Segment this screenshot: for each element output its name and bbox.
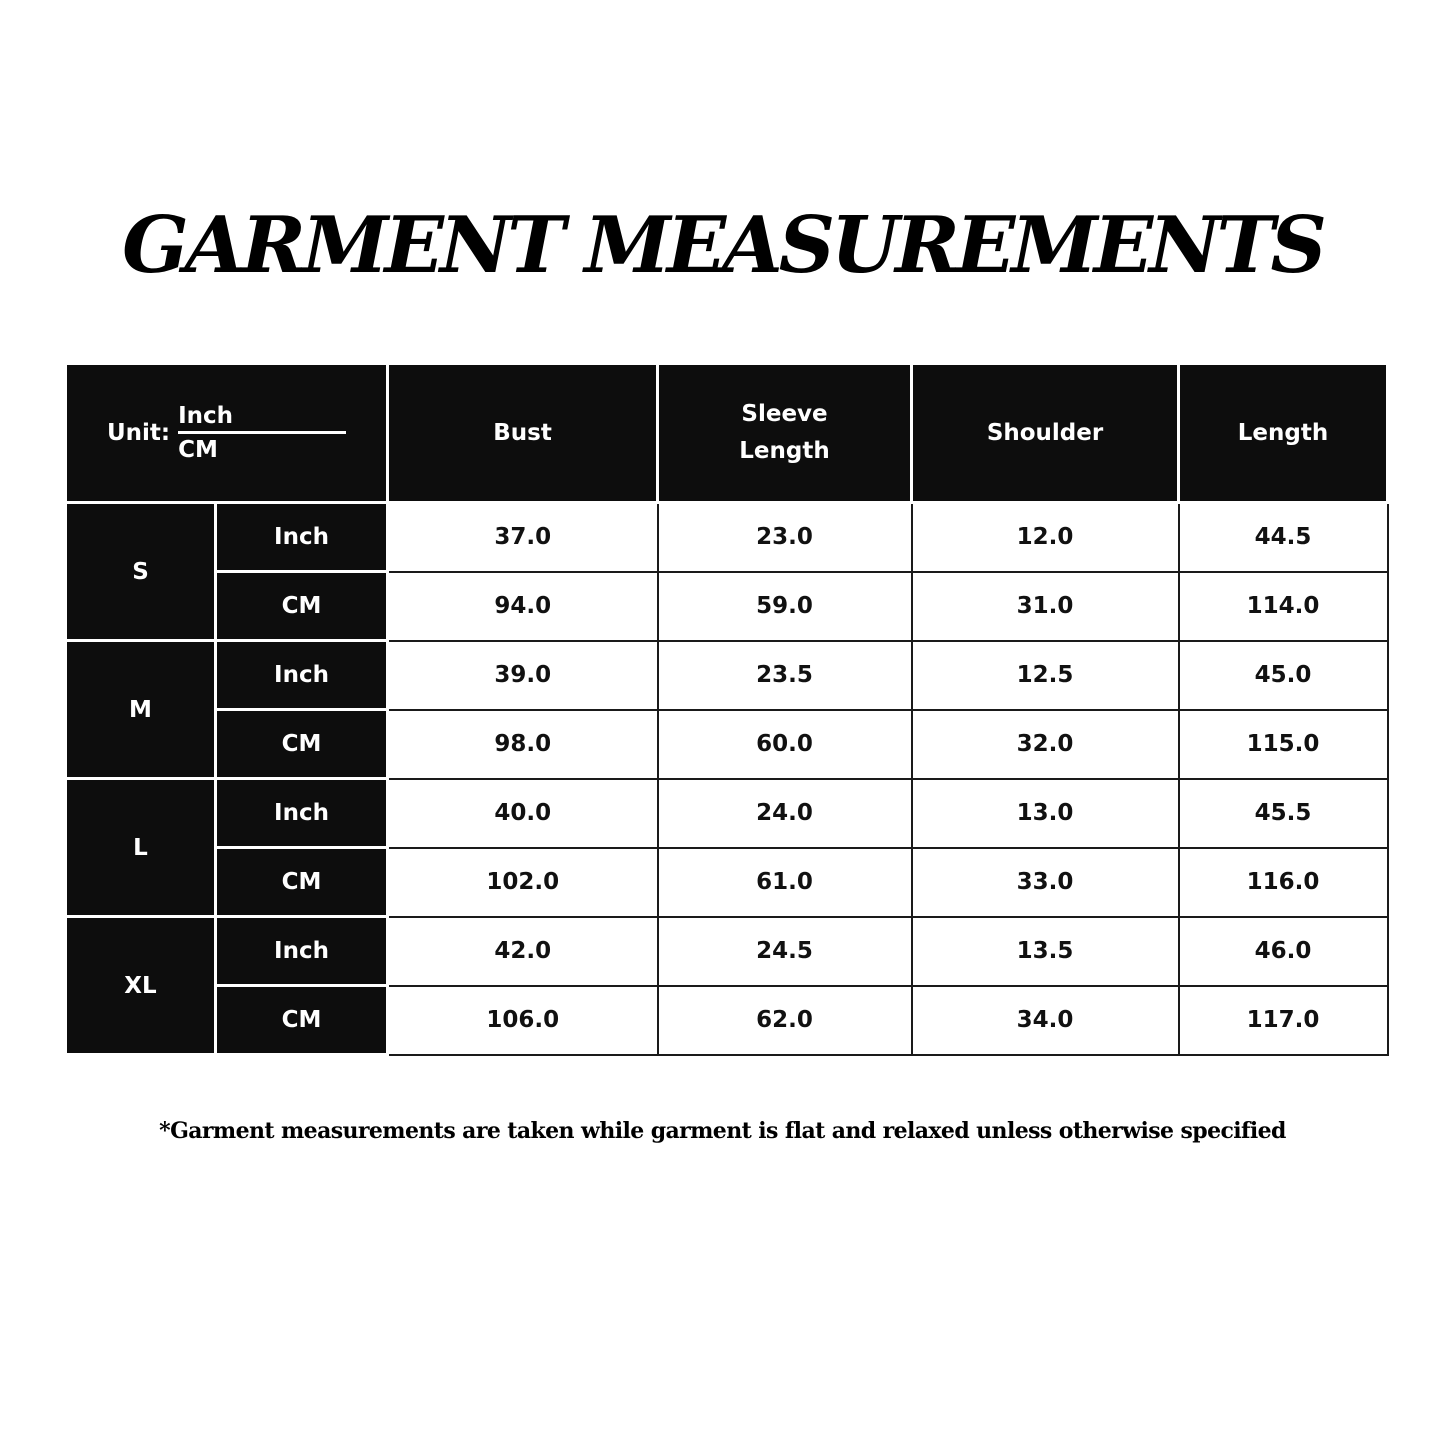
measurement-value-cell: 39.0 [388,641,658,710]
table-row [66,503,1388,572]
table-row [66,917,1388,986]
table-row [66,848,1388,917]
page-title: GARMENT MEASUREMENTS [122,200,1323,291]
column-header-sleeve-length [658,364,912,503]
unit-cell: Inch [216,503,388,572]
column-header-length [1179,364,1388,503]
unit-cell: Inch [216,641,388,710]
measurement-value-cell: 94.0 [388,572,658,641]
measurement-value-cell: 117.0 [1179,986,1388,1055]
measurement-value-cell: 62.0 [658,986,912,1055]
unit-denominator: CM [178,436,218,463]
measurement-value-cell: 44.5 [1179,503,1388,572]
measurement-value-cell: 115.0 [1179,710,1388,779]
measurement-value-cell: 59.0 [658,572,912,641]
unit-label: Unit: [106,420,171,446]
column-header-label: Sleeve Length [739,401,830,464]
measurement-value-cell: 33.0 [912,848,1179,917]
measurement-table [64,362,1389,1056]
unit-cell: CM [216,848,388,917]
table-row [66,779,1388,848]
measurement-value-cell: 13.0 [912,779,1179,848]
measurement-value-cell: 31.0 [912,572,1179,641]
measurement-value-cell: 13.5 [912,917,1179,986]
measurement-value-cell: 32.0 [912,710,1179,779]
measurement-value-cell: 102.0 [388,848,658,917]
header-row [66,364,1388,503]
measurement-value-cell: 61.0 [658,848,912,917]
measurement-value-cell: 106.0 [388,986,658,1055]
unit-cell: CM [216,710,388,779]
unit-legend [67,401,386,466]
table-row [66,710,1388,779]
column-header-bust [388,364,658,503]
measurement-value-cell: 40.0 [388,779,658,848]
column-header-label: Shoulder [986,419,1104,446]
unit-numerator: Inch [178,401,346,434]
unit-fraction [178,401,346,466]
column-header-label: Bust [493,419,552,446]
size-label-cell: L [66,779,216,917]
measurement-value-cell: 60.0 [658,710,912,779]
size-label-cell: XL [66,917,216,1055]
measurement-value-cell: 116.0 [1179,848,1388,917]
measurement-value-cell: 12.5 [912,641,1179,710]
table-row [66,986,1388,1055]
footnote: *Garment measurements are taken while garment is flat and relaxed unless otherwise specified [159,1118,1286,1144]
measurement-value-cell: 46.0 [1179,917,1388,986]
size-label-cell: M [66,641,216,779]
unit-cell: Inch [216,779,388,848]
unit-header-cell [66,364,388,503]
measurement-value-cell: 45.0 [1179,641,1388,710]
unit-cell: CM [216,572,388,641]
measurement-value-cell: 114.0 [1179,572,1388,641]
table-row [66,641,1388,710]
table-row [66,572,1388,641]
unit-cell: CM [216,986,388,1055]
measurement-value-cell: 24.5 [658,917,912,986]
column-header-label: Length [1237,419,1329,446]
measurement-value-cell: 98.0 [388,710,658,779]
measurement-value-cell: 42.0 [388,917,658,986]
measurement-value-cell: 34.0 [912,986,1179,1055]
measurement-value-cell: 12.0 [912,503,1179,572]
measurement-value-cell: 37.0 [388,503,658,572]
measurement-value-cell: 23.5 [658,641,912,710]
size-label-cell: S [66,503,216,641]
measurement-value-cell: 24.0 [658,779,912,848]
column-header-shoulder [912,364,1179,503]
measurement-value-cell: 23.0 [658,503,912,572]
unit-cell: Inch [216,917,388,986]
measurement-value-cell: 45.5 [1179,779,1388,848]
